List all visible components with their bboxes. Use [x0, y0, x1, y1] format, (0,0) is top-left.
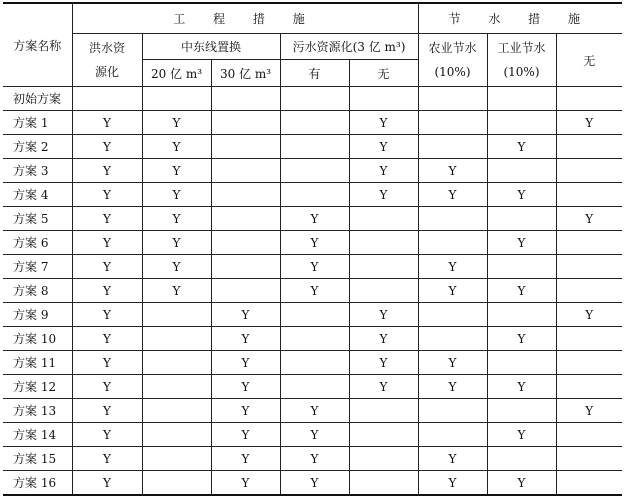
table-row [3, 447, 622, 471]
col-header-flood [72, 34, 142, 87]
table-cell [142, 351, 211, 375]
table-cell: Y [280, 279, 349, 303]
table-cell: Y [211, 351, 280, 375]
table-cell: Y [487, 183, 556, 207]
table-cell [349, 399, 418, 423]
table-cell: Y [72, 231, 142, 255]
table-cell: Y [211, 471, 280, 496]
table-cell [349, 231, 418, 255]
table-cell [556, 447, 622, 471]
scheme-table [3, 2, 622, 496]
col-header-industry-line2: (10%) [503, 65, 540, 79]
table-cell [142, 375, 211, 399]
table-row [3, 135, 622, 159]
table-row [3, 303, 622, 327]
row-scheme-name: 方案 2 [3, 135, 72, 159]
table-cell [487, 303, 556, 327]
table-cell [72, 87, 142, 111]
table-row [3, 255, 622, 279]
table-cell: Y [280, 207, 349, 231]
col-header-none: 无 [556, 34, 622, 87]
table-cell: Y [280, 399, 349, 423]
table-cell [487, 399, 556, 423]
table-cell [556, 327, 622, 351]
table-cell: Y [72, 351, 142, 375]
table-cell: Y [72, 471, 142, 496]
table-cell [487, 255, 556, 279]
table-cell [556, 159, 622, 183]
table-body [3, 87, 622, 496]
table-cell: Y [72, 447, 142, 471]
table-cell [280, 327, 349, 351]
table-cell: Y [72, 135, 142, 159]
row-scheme-name: 初始方案 [3, 87, 72, 111]
table-cell: Y [142, 207, 211, 231]
table-cell: Y [556, 207, 622, 231]
table-cell: Y [487, 279, 556, 303]
sub-header-no: 无 [349, 60, 418, 87]
table-cell [418, 87, 487, 111]
row-scheme-name: 方案 11 [3, 351, 72, 375]
table-cell: Y [556, 399, 622, 423]
table-cell: Y [280, 423, 349, 447]
table-cell [211, 159, 280, 183]
table-cell [556, 279, 622, 303]
table-cell [142, 447, 211, 471]
table-cell [142, 423, 211, 447]
col-header-scheme-name: 方案名称 [3, 3, 72, 87]
row-scheme-name: 方案 10 [3, 327, 72, 351]
table-row [3, 471, 622, 496]
table-cell: Y [72, 375, 142, 399]
table-cell: Y [142, 255, 211, 279]
table-cell: Y [349, 183, 418, 207]
table-cell [349, 471, 418, 496]
row-scheme-name: 方案 7 [3, 255, 72, 279]
table-cell: Y [418, 351, 487, 375]
table-cell [280, 87, 349, 111]
table-row [3, 375, 622, 399]
row-scheme-name: 方案 12 [3, 375, 72, 399]
table-row [3, 279, 622, 303]
table-row [3, 351, 622, 375]
table-cell: Y [418, 159, 487, 183]
table-row [3, 423, 622, 447]
table-cell: Y [211, 447, 280, 471]
table-row [3, 231, 622, 255]
table-cell: Y [418, 375, 487, 399]
table-cell [556, 471, 622, 496]
table-cell: Y [72, 327, 142, 351]
table-cell [280, 135, 349, 159]
row-scheme-name: 方案 6 [3, 231, 72, 255]
table-cell [211, 135, 280, 159]
table-cell [349, 447, 418, 471]
table-cell [556, 375, 622, 399]
row-scheme-name: 方案 13 [3, 399, 72, 423]
table-cell: Y [418, 255, 487, 279]
sub-header-20: 20 亿 m³ [142, 60, 211, 87]
table-cell [211, 231, 280, 255]
table-cell [487, 111, 556, 135]
table-cell [142, 399, 211, 423]
table-cell [487, 87, 556, 111]
table-cell: Y [142, 231, 211, 255]
table-cell: Y [72, 423, 142, 447]
row-scheme-name: 方案 14 [3, 423, 72, 447]
table-cell [556, 231, 622, 255]
table-cell: Y [349, 351, 418, 375]
table-cell [280, 183, 349, 207]
col-header-central-east: 中东线置换 [142, 34, 280, 60]
group-header-engineering: 工 程 措 施 [72, 3, 418, 34]
table-cell: Y [211, 303, 280, 327]
table-cell: Y [349, 135, 418, 159]
table-cell: Y [349, 159, 418, 183]
table-cell [211, 183, 280, 207]
table-cell: Y [418, 447, 487, 471]
table-cell: Y [487, 375, 556, 399]
table-cell: Y [349, 111, 418, 135]
table-cell [280, 303, 349, 327]
table-cell: Y [211, 399, 280, 423]
table-cell [211, 87, 280, 111]
table-cell [418, 111, 487, 135]
col-header-flood-line2: 源化 [94, 65, 119, 79]
table-row [3, 207, 622, 231]
table-row [3, 183, 622, 207]
table-cell: Y [142, 159, 211, 183]
table-cell [211, 255, 280, 279]
table-cell [418, 327, 487, 351]
table-cell [418, 303, 487, 327]
table-cell: Y [72, 183, 142, 207]
row-scheme-name: 方案 5 [3, 207, 72, 231]
table-cell: Y [72, 111, 142, 135]
row-scheme-name: 方案 1 [3, 111, 72, 135]
table-cell: Y [72, 159, 142, 183]
col-header-industry-line1: 工业节水 [497, 41, 546, 55]
col-header-flood-line1: 洪水资 [88, 41, 125, 55]
table-cell: Y [72, 399, 142, 423]
table-cell: Y [72, 255, 142, 279]
table-cell [556, 423, 622, 447]
table-cell: Y [280, 471, 349, 496]
col-header-agri-line2: (10%) [434, 65, 471, 79]
row-scheme-name: 方案 9 [3, 303, 72, 327]
table-cell [349, 87, 418, 111]
table-cell [280, 111, 349, 135]
table-cell: Y [349, 327, 418, 351]
table-cell [142, 471, 211, 496]
table-cell [556, 135, 622, 159]
table-cell: Y [142, 183, 211, 207]
table-cell [556, 351, 622, 375]
sub-header-yes: 有 [280, 60, 349, 87]
table-cell [349, 423, 418, 447]
table-cell [418, 399, 487, 423]
table-row [3, 399, 622, 423]
table-cell: Y [349, 303, 418, 327]
table-row [3, 327, 622, 351]
col-header-agri-line1: 农业节水 [428, 41, 477, 55]
col-header-sewage: 污水资源化(3 亿 m³) [280, 34, 418, 60]
table-cell [349, 279, 418, 303]
table-cell: Y [72, 279, 142, 303]
table-cell: Y [487, 135, 556, 159]
table-cell [418, 207, 487, 231]
table-row [3, 87, 622, 111]
table-cell: Y [72, 303, 142, 327]
table-cell [211, 207, 280, 231]
table-cell: Y [349, 375, 418, 399]
table-cell [280, 375, 349, 399]
table-cell: Y [280, 447, 349, 471]
table-cell [211, 111, 280, 135]
row-scheme-name: 方案 8 [3, 279, 72, 303]
table-cell [349, 207, 418, 231]
table-cell: Y [556, 303, 622, 327]
table-cell [142, 327, 211, 351]
table-cell: Y [142, 111, 211, 135]
table-cell: Y [556, 111, 622, 135]
row-scheme-name: 方案 15 [3, 447, 72, 471]
table-cell [418, 135, 487, 159]
table-cell [349, 255, 418, 279]
table-cell: Y [211, 375, 280, 399]
sub-header-30: 30 亿 m³ [211, 60, 280, 87]
table-row [3, 111, 622, 135]
table-cell: Y [142, 279, 211, 303]
table-cell [211, 279, 280, 303]
table-cell: Y [280, 231, 349, 255]
table-cell: Y [487, 231, 556, 255]
row-scheme-name: 方案 3 [3, 159, 72, 183]
table-cell [487, 207, 556, 231]
table-row [3, 159, 622, 183]
table-cell: Y [487, 471, 556, 496]
table-cell: Y [418, 471, 487, 496]
table-cell [556, 255, 622, 279]
table-cell [280, 159, 349, 183]
table-cell: Y [280, 255, 349, 279]
row-scheme-name: 方案 4 [3, 183, 72, 207]
table-cell [487, 447, 556, 471]
table-cell: Y [142, 135, 211, 159]
table-cell: Y [211, 327, 280, 351]
col-header-industry [487, 34, 556, 87]
table-cell: Y [418, 279, 487, 303]
table-cell [556, 87, 622, 111]
table-cell: Y [487, 423, 556, 447]
table-cell [556, 183, 622, 207]
table-cell: Y [72, 207, 142, 231]
table-cell [418, 423, 487, 447]
row-scheme-name: 方案 16 [3, 471, 72, 496]
group-header-water-saving: 节 水 措 施 [418, 3, 622, 34]
table-cell [280, 351, 349, 375]
table-cell [487, 351, 556, 375]
table-cell: Y [487, 327, 556, 351]
table-cell: Y [211, 423, 280, 447]
table-cell [142, 87, 211, 111]
table-cell [418, 231, 487, 255]
table-cell [487, 159, 556, 183]
table-cell: Y [418, 183, 487, 207]
col-header-agri [418, 34, 487, 87]
table-cell [142, 303, 211, 327]
